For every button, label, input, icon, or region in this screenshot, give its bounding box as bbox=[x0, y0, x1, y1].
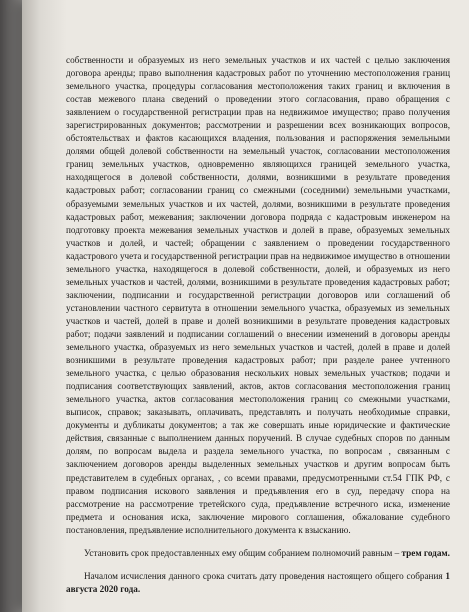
document-body bbox=[66, 54, 450, 596]
paragraph-term-duration: трем годам. bbox=[401, 547, 450, 558]
paragraph-count-date: 1 августа 2020 года. bbox=[66, 570, 450, 594]
paragraph-count-text: Началом исчисления данного срока считать дату проведения настоящего общего собрания bbox=[84, 570, 446, 581]
paragraph-count-start bbox=[66, 570, 450, 596]
paragraph-powers: собственности и образуемых из него земельных участков и их частей с целью заключения договора аренды; право выполнения кадастровых работ по уточнению местоположения границ земельного участка, процедуры согласования местоположения таких границ и включения в состав межевого плана сведений о проведении этого согласования, право обращения с заявлением о государственной регистрации прав на недвижимое имущество; право получения зарегистрированных документов; рассмотрении и разрешении всех возникающих вопросов, обстоятельствах и фактов касающихся владения, пользования и распоряжения земельными долями общей долевой собственности на земельный участок, согласовании местоположения границ земельных участков, одновременно являющихся границей земельного участка, находящегося в долевой собственности, долями, возникшими в результате проведения кадастровых работ; согласовании границ со смежными (соседними) земельными участками, образуемыми земельных участков и их частей, долями, возникшими в результате проведения кадастровых работ, межевания; заключении договора подряда с кадастровым инженером на подготовку проекта межевания земельных участков и долей в праве, образуемых земельных участков и долей, и частей; обращении с заявлением о проведении государственного кадастрового учета и государственной регистрации прав на недвижимое имущество в отношении земельного участка, находящегося в долевой собственности, долей, и образуемых из него земельных участков и частей, долями, возникшими в результате проведения кадастровых работ; заключении, подписании и государственной регистрации договоров или соглашений об установлении частного сервитута в отношении земельного участка, образуемых из земельных участков и частей, долей в праве и долей возникшими в результате проведения кадастровых работ; подачи заявлений и подписании соглашений о внесении изменений в договоры аренды земельного участка, образуемых из него земельных участков и частей, долей в праве и долей возникшими в результате проведения кадастровых работ; при разделе ранее учтенного земельного участка, с целью образования нескольких новых земельных участков; подачи и подписания соответствующих заявлений, актов, актов согласования местоположения границ земельного участка, актов согласования местоположения границ со смежными участками, выписок, справок; заказывать, оплачивать, представлять и получать необходимые справки, документы и дубликаты документов; а так же совершать иные юридические и фактические действия, связанные с выполнением данных поручений. В случае судебных споров по данным долям, по вопросам выдела и раздела земельного участка, по вопросам , связанным с заключением договоров аренды выделенных земельных участков и другим вопросам быть представителем в судебных органах, , со всеми правами, предусмотренными ст.54 ГПК РФ, с правом подписания искового заявления и предъявления его в суд, передачу спора на рассмотрение на рассмотрение третейского суда, предъявление встречного иска, изменение предмета и основания иска, заключение мирового соглашения, обжалование судебного постановления, предъявление исполнительного документа к взысканию. bbox=[66, 55, 450, 535]
paragraph-term-text: Установить срок предоставленных ему общим собранием полномочий равным – bbox=[84, 547, 402, 558]
paragraph-term bbox=[66, 547, 450, 560]
